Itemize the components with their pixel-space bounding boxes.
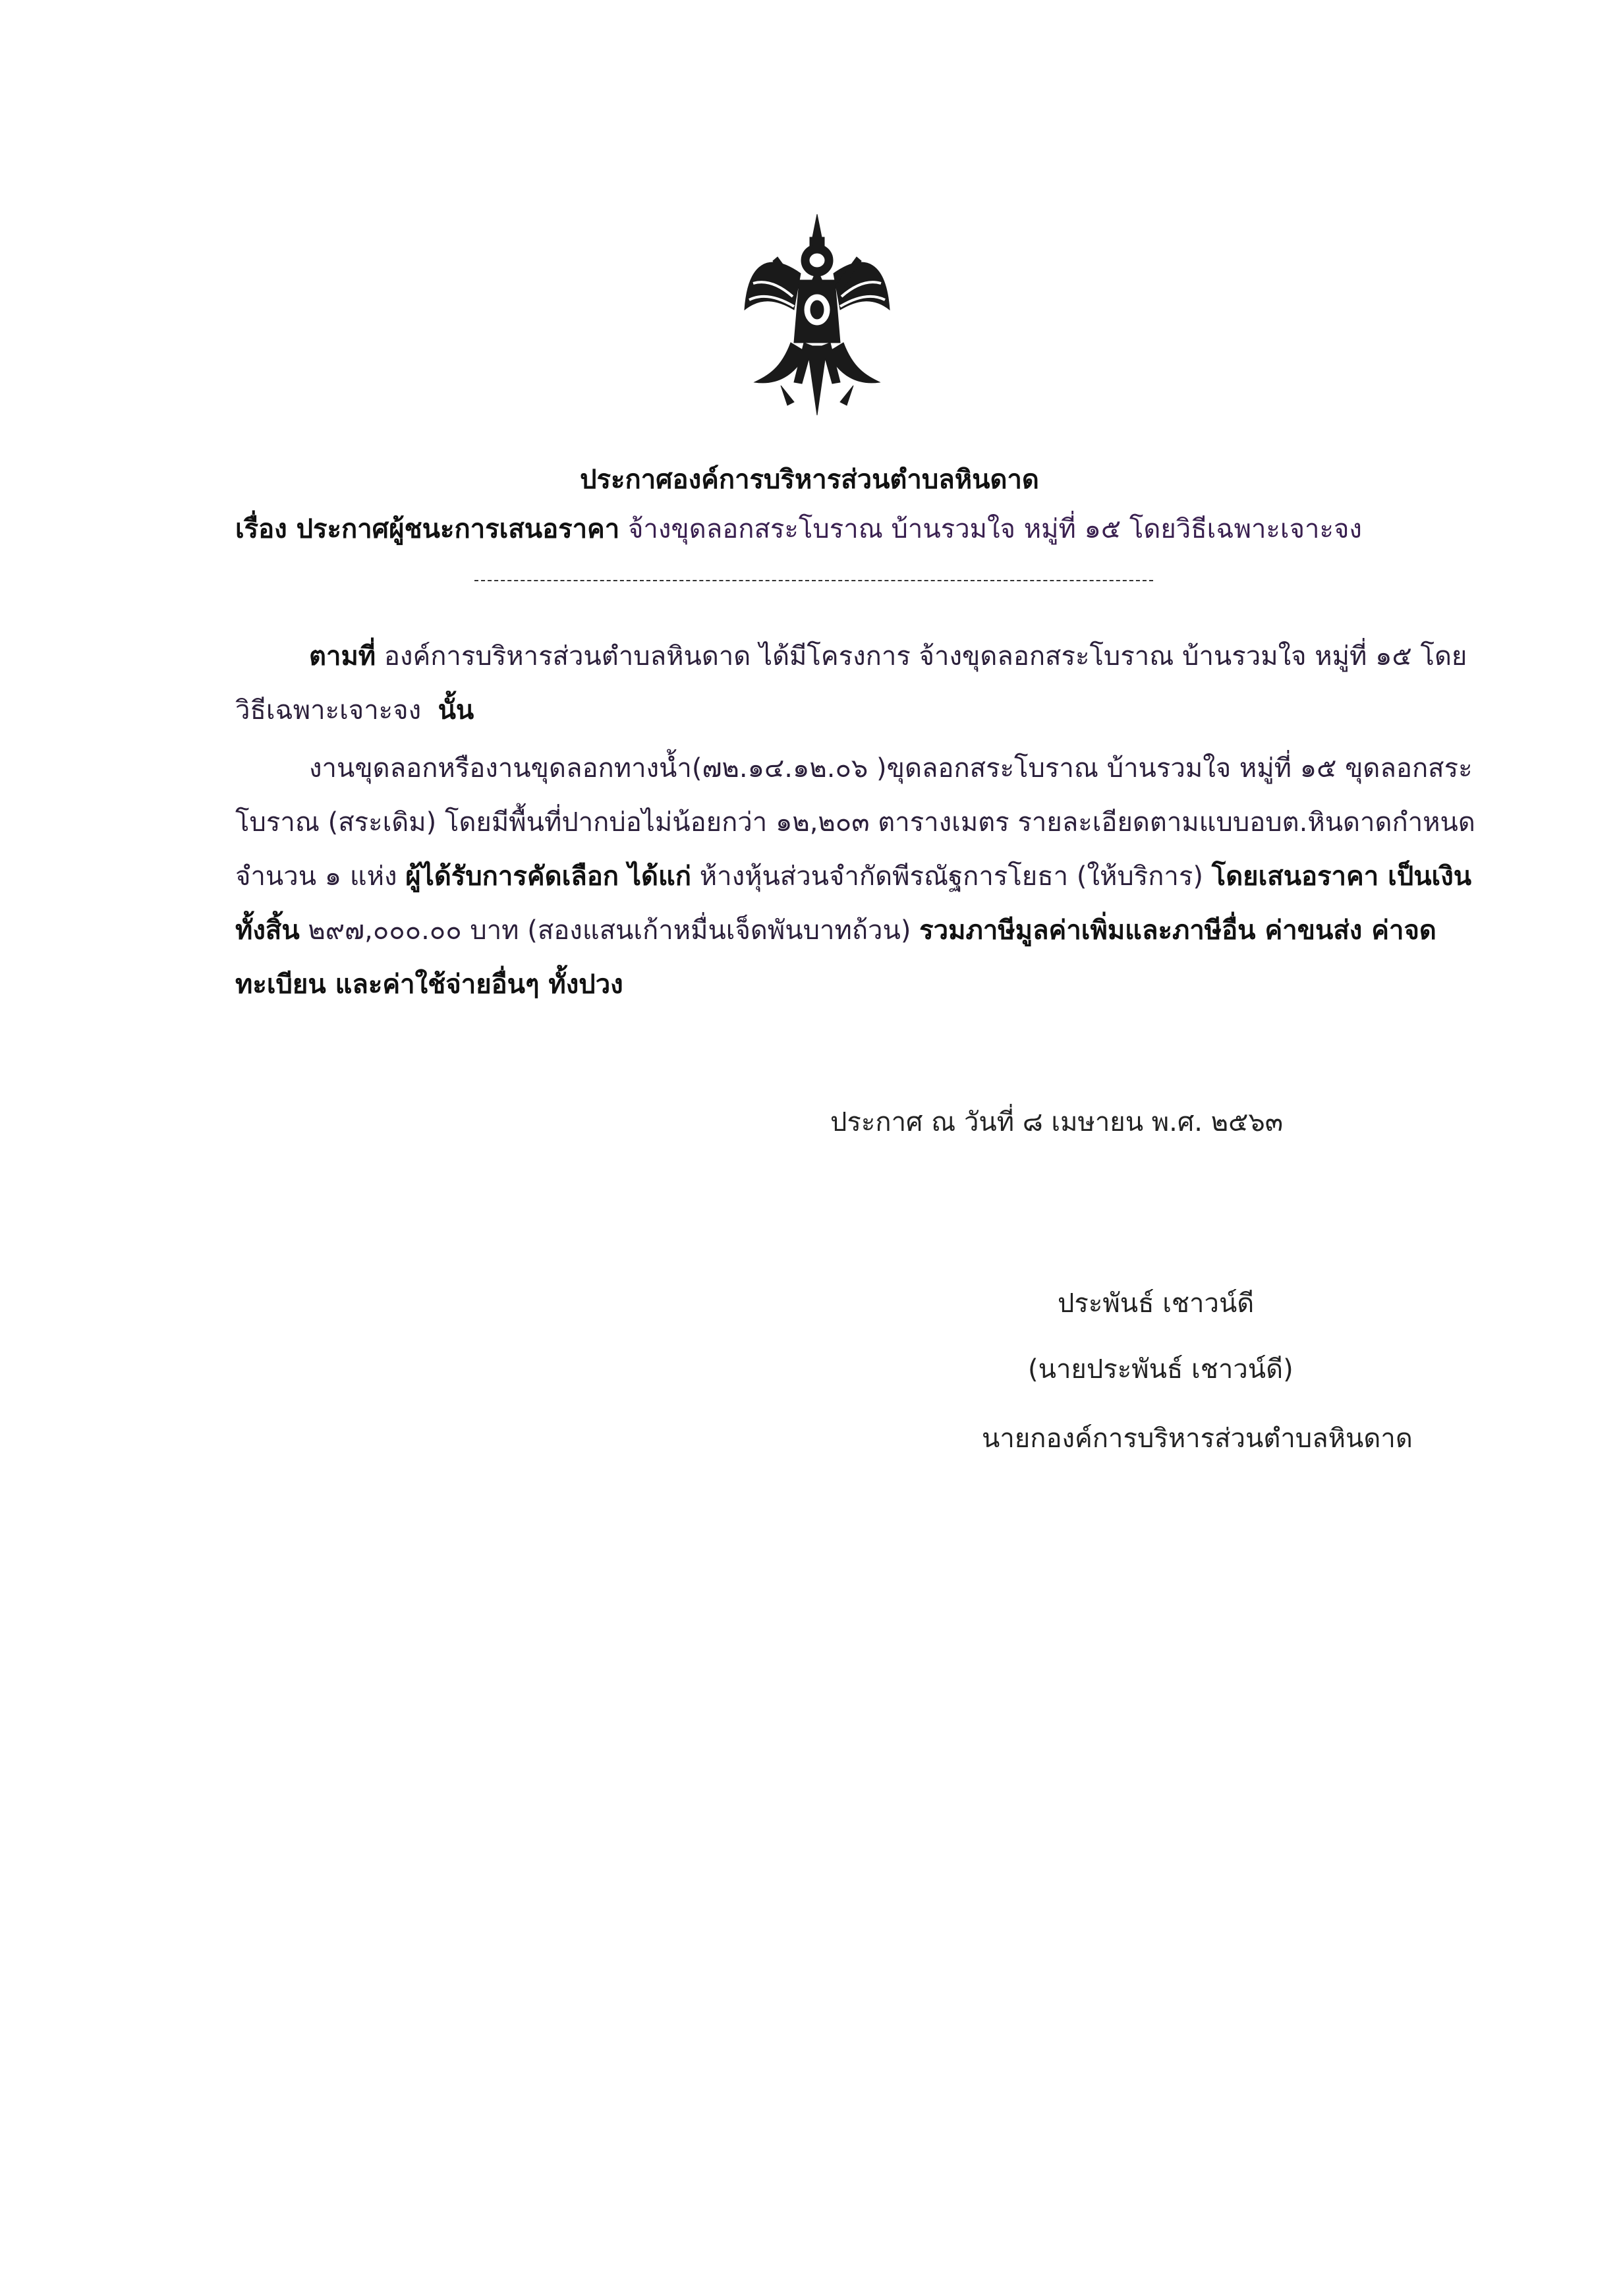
p1-label: ตามที่ bbox=[309, 641, 376, 672]
subject-text: จ้างขุดลอกสระโบราณ บ้านรวมใจ หมู่ที่ ๑๕ โดยวิธีเฉพาะเจาะจง bbox=[627, 514, 1362, 544]
signature-position: นายกองค์การบริหารส่วนตำบลหินดาด bbox=[982, 1423, 1413, 1454]
p1-text: องค์การบริหารส่วนตำบลหินดาด ได้มีโครงการ จ้างขุดลอกสระโบราณ บ้านรวมใจ หมู่ที่ ๑๕ โดยวิธีเฉพาะเจาะจง bbox=[235, 641, 1467, 726]
subject-label: เรื่อง ประกาศผู้ชนะการเสนอราคา bbox=[235, 514, 620, 544]
p2-amount: ๒๙๗,๐๐๐.๐๐ บาท (สองแสนเก้าหมื่นเจ็ดพันบาทถ้วน) bbox=[308, 915, 911, 946]
announcement-date: ประกาศ ณ วันที่ ๘ เมษายน พ.ศ. ๒๕๖๓ bbox=[830, 1107, 1284, 1137]
announcement-subject bbox=[235, 507, 1487, 550]
p2-selected-label: ผู้ได้รับการคัดเลือก ได้แก่ bbox=[405, 861, 692, 892]
signature-full-name: (นายประพันธ์ เชาวน์ดี) bbox=[1028, 1354, 1293, 1385]
garuda-emblem bbox=[741, 211, 893, 428]
paragraph-2 bbox=[235, 741, 1484, 1012]
signature-name: ประพันธ์ เชาวน์ดี bbox=[1058, 1288, 1255, 1319]
divider-line bbox=[474, 580, 1153, 581]
p1-end: นั้น bbox=[438, 695, 474, 726]
announcement-title: ประกาศองค์การบริหารส่วนตำบลหินดาด bbox=[580, 465, 1039, 495]
p2-price-label: โดยเสนอราคา เป็นเงินทั้งสิ้น bbox=[235, 861, 1472, 946]
p2-work: งานขุดลอกหรืองานขุดลอกทางน้ำ(๗๒.๑๔.๑๒.๐๖ )ขุดลอกสระโบราณ บ้านรวมใจ หมู่ที่ ๑๕ ขุดลอกสระโบราณ (สระเดิม) โดยมีพื้นที่ปากบ่อไม่น้อยกว่า ๑๒,๒๐๓ ตารางเมตร รายละเอียดตามแบบอบต.หินดาดกำหนด จำนวน ๑ แห่ง bbox=[235, 753, 1475, 892]
paragraph-1 bbox=[235, 629, 1484, 737]
p2-contractor: ห้างหุ้นส่วนจำกัดพีรณัฐการโยธา (ให้บริการ) bbox=[699, 861, 1203, 892]
p2-inclusive: รวมภาษีมูลค่าเพิ่มและภาษีอื่น ค่าขนส่ง ค่าจดทะเบียน และค่าใช้จ่ายอื่นๆ ทั้งปวง bbox=[235, 915, 1436, 1000]
garuda-emblem-icon bbox=[741, 211, 893, 428]
